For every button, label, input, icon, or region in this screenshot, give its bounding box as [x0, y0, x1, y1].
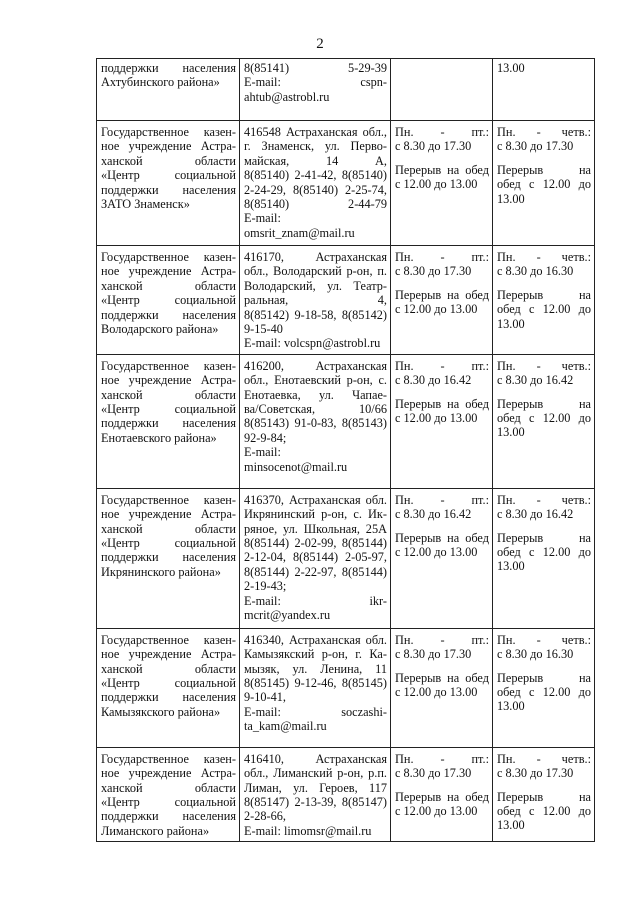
schedule-mon-fri-cell	[391, 59, 493, 121]
institutions-table	[96, 58, 595, 842]
lunch-line: Перерыв на	[497, 287, 591, 302]
lunch-line: обед с 12.00 до	[497, 685, 591, 700]
institution-name-line: ное учреждение Астра-	[101, 139, 236, 154]
address-line: ральная, 4,	[244, 293, 387, 308]
schedule-line: с 8.30 до 17.30	[395, 766, 472, 781]
address-line: omsrit_znam@mail.ru	[244, 225, 355, 240]
lunch-line: 13.00	[497, 699, 525, 714]
lunch-line: 13.00	[497, 818, 525, 833]
address-line: E-mail: cspn-	[244, 75, 387, 90]
institution-name-line: ное учреждение Астра-	[101, 507, 236, 522]
institution-name-line: «Центр социальной	[101, 402, 236, 417]
lunch-line: Перерыв на обед	[395, 789, 489, 804]
schedule-mon-thu-cell	[493, 59, 595, 121]
schedule-line: Пн. - четв.:	[497, 358, 591, 373]
spacer	[497, 154, 591, 163]
lunch-line: с 12.00 до 13.00	[395, 685, 478, 700]
address-line: E-mail:	[244, 211, 281, 226]
address-line: E-mail: ikr-	[244, 593, 387, 608]
institution-name-line: Камызякского района»	[101, 704, 221, 719]
address-line: 8(85147) 2-13-39, 8(85147)	[244, 795, 387, 810]
schedule-line: с 8.30 до 16.30	[497, 264, 574, 279]
lunch-line: с 12.00 до 13.00	[395, 302, 478, 317]
institution-name-line: Ахтубинского района»	[101, 75, 220, 90]
address-line: mcrit@yandex.ru	[244, 608, 331, 623]
table-row	[97, 121, 595, 246]
address-line: E-mail: volcspn@astrobl.ru	[244, 336, 381, 351]
institution-name-line: поддержки населения	[101, 182, 236, 197]
schedule-line: с 8.30 до 17.30	[395, 139, 472, 154]
address-line: 2-24-29, 8(85140) 2-25-74,	[244, 182, 387, 197]
address-contacts-cell	[240, 354, 391, 488]
address-line: ряное, ул. Школьная, 25А	[244, 521, 387, 536]
table-row	[97, 246, 595, 355]
address-line: майская, 14 А,	[244, 153, 387, 168]
spacer	[395, 279, 489, 288]
schedule-line: с 8.30 до 16.42	[395, 373, 472, 388]
address-line: 2-12-04, 8(85144) 2-05-97,	[244, 550, 387, 565]
lunch-line: обед с 12.00 до	[497, 804, 591, 819]
lunch-line: Перерыв на обед	[395, 670, 489, 685]
institution-name-cell	[97, 747, 240, 841]
institution-name-line: ное учреждение Астра-	[101, 264, 236, 279]
institutions-table-body	[97, 59, 595, 842]
table-row	[97, 628, 595, 747]
schedule-mon-thu-cell	[493, 354, 595, 488]
schedule-line: Пн. - четв.:	[497, 492, 591, 507]
schedule-line: Пн. - пт.:	[395, 492, 489, 507]
institution-name-line: поддержки населения	[101, 550, 236, 565]
institution-name-line: поддержки населения	[101, 61, 236, 75]
table-row	[97, 488, 595, 628]
spacer	[497, 662, 591, 671]
lunch-line: 13.00	[497, 559, 525, 574]
address-line: E-mail:	[244, 445, 281, 460]
address-line: обл., Володарский р-он, п.	[244, 264, 387, 279]
lunch-line: обед с 12.00 до	[497, 545, 591, 560]
institution-name-line: ЗАТО Знаменск»	[101, 197, 190, 212]
schedule-mon-fri-cell	[391, 354, 493, 488]
lunch-line: Перерыв на	[497, 162, 591, 177]
schedule-line: с 8.30 до 17.30	[497, 139, 574, 154]
institution-name-line: Государственное казен-	[101, 125, 236, 139]
spacer	[497, 522, 591, 531]
address-line: 416410, Астраханская	[244, 751, 387, 766]
schedule-line: с 8.30 до 17.30	[497, 766, 574, 781]
schedule-mon-thu-cell	[493, 488, 595, 628]
lunch-line: Перерыв на	[497, 530, 591, 545]
lunch-line: обед с 12.00 до	[497, 302, 591, 317]
address-line: 416340, Астраханская обл.	[244, 632, 387, 647]
address-line: 8(85143) 91-0-83, 8(85143)	[244, 416, 387, 431]
institution-name-cell	[97, 354, 240, 488]
schedule-mon-fri-cell	[391, 488, 493, 628]
spacer	[395, 154, 489, 163]
address-line: 416548 Астраханская обл.,	[244, 125, 387, 139]
institution-name-line: Володарского района»	[101, 322, 219, 337]
institution-name-cell	[97, 628, 240, 747]
lunch-line: Перерыв на обед	[395, 530, 489, 545]
lunch-line: 13.00	[497, 191, 525, 206]
lunch-line: с 12.00 до 13.00	[395, 411, 478, 426]
page-number: 2	[316, 36, 324, 52]
address-line: 416200, Астраханская	[244, 358, 387, 373]
address-line: мызяк, ул. Ленина, 11	[244, 661, 387, 676]
institution-name-line: ханской области	[101, 661, 236, 676]
schedule-mon-fri-cell	[391, 121, 493, 246]
schedule-line: Пн. - пт.:	[395, 358, 489, 373]
schedule-line: с 8.30 до 16.42	[395, 507, 472, 522]
lunch-line: с 12.00 до 13.00	[395, 804, 478, 819]
schedule-line: с 8.30 до 16.42	[497, 373, 574, 388]
schedule-line: Пн. - четв.:	[497, 125, 591, 139]
institution-name-line: ное учреждение Астра-	[101, 766, 236, 781]
institution-name-line: Икрянинского района»	[101, 564, 221, 579]
address-line: 416170, Астраханская	[244, 250, 387, 264]
institution-name-line: ханской области	[101, 278, 236, 293]
address-line: Лиман, ул. Героев, 117	[244, 780, 387, 795]
institution-name-line: «Центр социальной	[101, 676, 236, 691]
lunch-line: обед с 12.00 до	[497, 177, 591, 192]
lunch-line: Перерыв на обед	[395, 162, 489, 177]
institution-name-line: Государственное казен-	[101, 751, 236, 766]
address-line: 9-10-41,	[244, 690, 287, 705]
schedule-line: Пн. - пт.:	[395, 632, 489, 647]
lunch-line: Перерыв на	[497, 670, 591, 685]
schedule-mon-thu-cell	[493, 246, 595, 355]
address-contacts-cell	[240, 488, 391, 628]
institution-name-line: ханской области	[101, 153, 236, 168]
schedule-mon-fri-cell	[391, 246, 493, 355]
schedule-line: Пн. - пт.:	[395, 751, 489, 766]
institution-name-line: Лиманского района»	[101, 823, 210, 838]
institution-name-line: «Центр социальной	[101, 168, 236, 183]
institution-name-line: Енотаевского района»	[101, 430, 217, 445]
schedule-mon-thu-cell	[493, 628, 595, 747]
spacer	[497, 279, 591, 288]
spacer	[395, 781, 489, 790]
table-row	[97, 747, 595, 841]
address-line: 2-28-66,	[244, 809, 287, 824]
address-contacts-cell	[240, 747, 391, 841]
lunch-line: Перерыв на	[497, 396, 591, 411]
address-contacts-cell	[240, 59, 391, 121]
lunch-line: обед с 12.00 до	[497, 411, 591, 426]
lunch-line: 13.00	[497, 61, 525, 75]
schedule-mon-thu-cell	[493, 747, 595, 841]
spacer	[497, 388, 591, 397]
address-line: г. Знаменск, ул. Перво-	[244, 139, 387, 154]
address-line: обл., Лиманский р-он, р.п.	[244, 766, 387, 781]
lunch-line: с 12.00 до 13.00	[395, 177, 478, 192]
address-line: minsocenot@mail.ru	[244, 459, 348, 474]
address-line: 8(85145) 9-12-46, 8(85145)	[244, 676, 387, 691]
schedule-line: Пн. - четв.:	[497, 250, 591, 264]
address-line: 9-15-40	[244, 322, 283, 337]
schedule-line: Пн. - пт.:	[395, 125, 489, 139]
schedule-line: с 8.30 до 16.30	[497, 647, 574, 662]
institution-name-line: «Центр социальной	[101, 795, 236, 810]
schedule-mon-fri-cell	[391, 628, 493, 747]
address-line: E-mail: soczashi-	[244, 704, 387, 719]
address-line: 92-9-84;	[244, 430, 287, 445]
address-line: Камызякский р-он, г. Ка-	[244, 647, 387, 662]
schedule-line: с 8.30 до 16.42	[497, 507, 574, 522]
lunch-line: Перерыв на обед	[395, 396, 489, 411]
institution-name-cell	[97, 121, 240, 246]
address-line: Икрянинский р-он, с. Ик-	[244, 507, 387, 522]
institution-name-line: «Центр социальной	[101, 293, 236, 308]
table-row	[97, 354, 595, 488]
lunch-line: с 12.00 до 13.00	[395, 545, 478, 560]
institution-name-line: ханской области	[101, 521, 236, 536]
schedule-line: Пн. - пт.:	[395, 250, 489, 264]
institution-name-line: ное учреждение Астра-	[101, 373, 236, 388]
institution-name-line: ханской области	[101, 780, 236, 795]
address-line: E-mail: limomsr@mail.ru	[244, 823, 372, 838]
institution-name-line: ное учреждение Астра-	[101, 647, 236, 662]
lunch-line: 13.00	[497, 425, 525, 440]
address-line: 8(85141) 5-29-39	[244, 61, 387, 75]
lunch-line: Перерыв на	[497, 789, 591, 804]
schedule-line: с 8.30 до 17.30	[395, 264, 472, 279]
schedule-mon-thu-cell	[493, 121, 595, 246]
spacer	[395, 662, 489, 671]
schedule-mon-fri-cell	[391, 747, 493, 841]
spacer	[395, 388, 489, 397]
institution-name-line: поддержки населения	[101, 809, 236, 824]
institution-name-line: поддержки населения	[101, 690, 236, 705]
schedule-line: Пн. - четв.:	[497, 632, 591, 647]
institution-name-line: Государственное казен-	[101, 358, 236, 373]
lunch-line: 13.00	[497, 316, 525, 331]
address-line: обл., Енотаевский р-он, с.	[244, 373, 387, 388]
address-line: ahtub@astrobl.ru	[244, 89, 330, 104]
address-line: 8(85140) 2-44-79	[244, 197, 387, 212]
address-line: 8(85142) 9-18-58, 8(85142)	[244, 307, 387, 322]
address-line: 8(85144) 2-02-99, 8(85144)	[244, 536, 387, 551]
address-line: ва/Советская, 10/66	[244, 402, 387, 417]
address-line: 2-19-43;	[244, 579, 287, 594]
address-contacts-cell	[240, 121, 391, 246]
institution-name-line: поддержки населения	[101, 307, 236, 322]
institution-name-line: поддержки населения	[101, 416, 236, 431]
address-contacts-cell	[240, 628, 391, 747]
lunch-line: Перерыв на обед	[395, 287, 489, 302]
schedule-line: Пн. - четв.:	[497, 751, 591, 766]
spacer	[497, 781, 591, 790]
address-line: 8(85140) 2-41-42, 8(85140)	[244, 168, 387, 183]
table-row	[97, 59, 595, 121]
spacer	[395, 522, 489, 531]
institution-name-cell	[97, 246, 240, 355]
institution-name-line: Государственное казен-	[101, 250, 236, 264]
institution-name-cell	[97, 488, 240, 628]
address-line: ta_kam@mail.ru	[244, 719, 327, 734]
address-line: Енотаевка, ул. Чапае-	[244, 387, 387, 402]
address-line: Володарский, ул. Театр-	[244, 278, 387, 293]
institution-name-line: ханской области	[101, 387, 236, 402]
institution-name-line: Государственное казен-	[101, 492, 236, 507]
address-contacts-cell	[240, 246, 391, 355]
address-line: 416370, Астраханская обл.	[244, 492, 387, 507]
address-line: 8(85144) 2-22-97, 8(85144)	[244, 564, 387, 579]
institution-name-line: «Центр социальной	[101, 536, 236, 551]
schedule-line: с 8.30 до 17.30	[395, 647, 472, 662]
institution-name-cell	[97, 59, 240, 121]
institution-name-line: Государственное казен-	[101, 632, 236, 647]
